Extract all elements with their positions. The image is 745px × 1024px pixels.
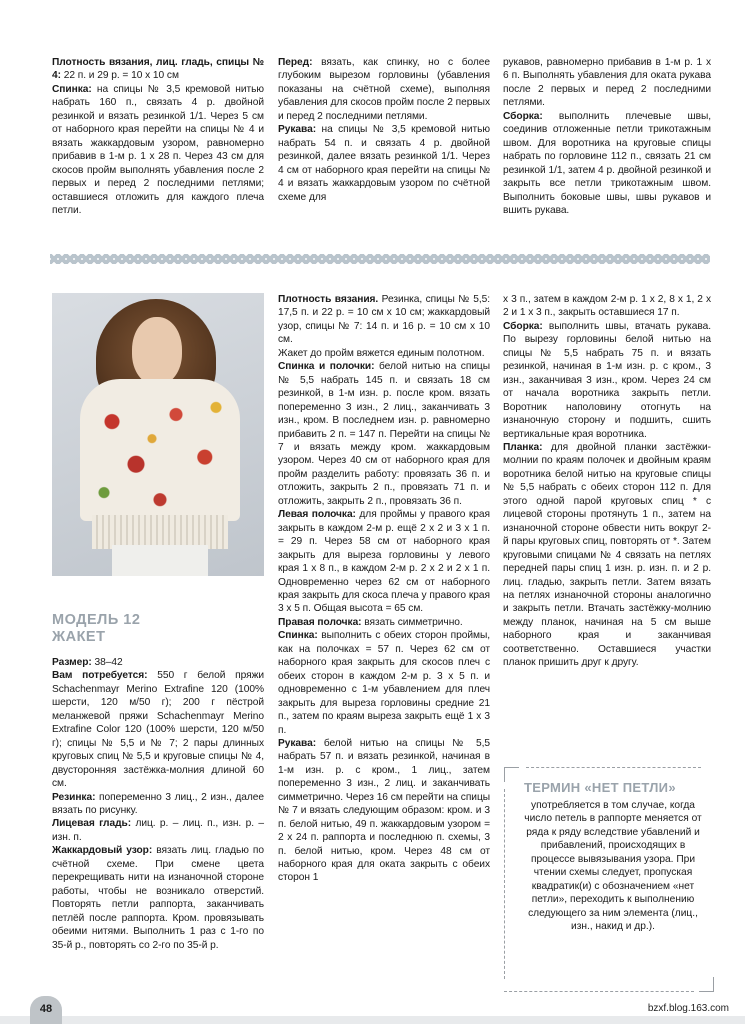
photo-ribbing [92, 515, 228, 549]
paragraph-text: 22 п. и 29 р. = 10 х 10 см [60, 70, 179, 82]
term-box-border [504, 991, 694, 992]
model-name: ЖАКЕТ [52, 629, 106, 645]
site-watermark: bzxf.blog.163.com [647, 1003, 729, 1014]
paragraph-heading: Рукава: [278, 737, 317, 749]
paragraph-text: рукавов, равномерно прибавив в 1-м р. 1 х 6 п. Выполнять убавления для оката рукава после 2 первых и перед 2 последними петлями. [503, 57, 711, 109]
paragraph-heading: Сборка: [503, 110, 543, 122]
paragraph-heading: Жаккардовый узор: [52, 845, 153, 857]
top-column-3 [503, 56, 711, 217]
paragraph-text: на спицы № 3,5 кремовой нитью набрать 54 п. и связать 4 р. двойной резинкой, далее вязать резинкой 1/1. Через 4 см от наборного края перейти на спицы № 4 и вязать жаккардовым узором по счётной схеме для [278, 124, 490, 203]
paragraph-heading: Плотность вязания. [278, 294, 379, 305]
paragraph [503, 110, 711, 218]
paragraph [278, 629, 490, 737]
paragraph-heading: Плотность вязания, лиц. гладь, спицы № 4: [52, 57, 264, 82]
bottom-strip [0, 1016, 745, 1024]
paragraph [278, 360, 490, 508]
paragraph-heading: Правая полочка: [278, 616, 362, 628]
paragraph-text: 38–42 [91, 657, 123, 668]
paragraph-text: для двойной планки застёжки-молнии по краям полочек и двойным краям воротника белой нитью на круговые спицы № 5,5 набрать с обеих сторон 112 п. Для этого одной парой круговых спиц * с лицевой стороны протянуть 1 п., затем на изнаночной стороне обвести нить вокруг 2-й пары круговых спиц, повторять от *. Затем круговыми спицами № 4 связать на петлях передней пары спиц 1 изн. р. изн. п. и 2 р. лиц. гладью, закрыть петли. Затем вязать на петлях изнаночной стороны аналогично и закрыть петли. Втачать застёжку-молнию между планок, начиная на 5 см выше наборного края и заканчивая соответственно. Оставшиеся участки планок пришить друг к другу. [503, 441, 711, 669]
paragraph-text: для проймы у правого края закрыть в каждом 2-м р. ещё 2 х 2 и 3 х 1 п. = 29 п. Через 58 см от наборного края закрыть для выреза горловины у левого края 1 х 8 п., в каждом 2-м р. 2 х 2 и 2 х 1 п. Одновременно через 62 см от наборного края закрыть для скоса плеча у правого края 3 х 5 п. Общая высота = 65 см. [278, 509, 490, 615]
paragraph-heading: Левая полочка: [278, 509, 356, 521]
paragraph [278, 347, 490, 360]
paragraph-heading: Сборка: [503, 320, 543, 332]
paragraph-heading: Перед: [278, 57, 313, 68]
middle-column [278, 293, 490, 885]
term-box-border [504, 789, 505, 979]
paragraph [278, 508, 490, 616]
model-photo [52, 293, 264, 576]
paragraph [52, 56, 264, 83]
paragraph-text: выполнить с обеих сторон проймы, как на полочках = 57 п. Через 62 см от наборного края закрыть для скосов плеч с обеих сторон в каждом 2-м р. 3 х 5 п. и одновременно с 1-м убавлением для плеч закрыть для выреза горловины средние 21 п., затем по краям выреза закрыть ещё 1 х 3 п. [278, 630, 490, 736]
right-column [503, 293, 711, 670]
paragraph-text: Жакет до пройм вяжется единым полотном. [278, 347, 485, 359]
paragraph-text: вязать лиц. гладью по счётной схеме. При смене цвета перекрещивать нити на изнаночной стороне работы, чтобы не возникало отверстий. Повторять петли раппорта, заканчивать петлёй после раппорта. Кром. провязывать обеими нитями. Выполнить 1 раз с 1-го по 35-й р., повторять со 2-го по 35-й р. [52, 845, 264, 951]
photo-face [132, 317, 182, 385]
paragraph-text: вязать симметрично. [361, 616, 463, 628]
paragraph [278, 616, 490, 629]
paragraph-heading: Спинка: [52, 83, 92, 95]
paragraph [52, 656, 264, 669]
paragraph [278, 56, 490, 123]
paragraph [52, 817, 264, 844]
paragraph-text: 550 г белой пряжи Schachenmayr Merino Extrafine 120 (100% шерсти, 120 м/50 г); 200 г пёстрой меланжевой пряжи Schachenmayr Merino Extrafine Color 120 (100% шерсти, 120 м/50 г); спицы № 5,5 и № 7; 2 пары длинных круговых спиц № 5,5 и круговые спицы № 4, двусторонняя застёжка-молния длиной 60 см. [52, 670, 264, 790]
paragraph [503, 56, 711, 110]
paragraph-heading: Вам потребуется: [52, 670, 148, 682]
paragraph [52, 669, 264, 790]
paragraph-text: выполнить швы, втачать рукава. По вырезу горловины белой нитью на спицы № 5,5 набрать 75 п. и вязать резинкой, начиная в 1-м изн. р. с кром., 3 изн., заканчивая 3 изн., кром. Через 24 см от начала воротника закрыть петли. Воротник наполовину отогнуть на изнаночную сторону и подшить, сшить вертикальные края воротника. [503, 320, 711, 440]
term-box-corner [699, 977, 714, 992]
paragraph [503, 320, 711, 441]
paragraph-heading: Спинка: [278, 630, 318, 642]
term-box-corner [504, 767, 519, 782]
photo-jacket [80, 379, 240, 521]
diamond-divider [50, 254, 710, 264]
paragraph-heading: Рукава: [278, 124, 317, 136]
paragraph-heading: Размер: [52, 657, 92, 668]
paragraph-text: Резинка, спицы № 5,5: 17,5 п. и 22 р. = 10 см х 10 см; жаккардовый узор, спицы № 7: 14 п. и 16 р. = 10 см х 10 см. [278, 294, 490, 346]
left-column [52, 656, 264, 952]
term-text: употребляется в том случае, когда число петель в раппорте меняется от ряда к ряду вследствие убавлений и прибавлений, происходящих в процессе вывязывания узора. При чтении схемы следует, пропуская квадратик(и) с обозначением «нет петли», переходить к выполнению следующего за ним элемента (лиц., изн., накид и др.). [524, 800, 702, 933]
paragraph [503, 293, 711, 320]
term-box [504, 767, 714, 992]
paragraph [278, 737, 490, 885]
paragraph [278, 123, 490, 204]
paragraph-text: белой нитью на спицы № 5,5 набрать 145 п. и связать 18 см резинкой, в 1-м изн. р. после кром. вязать попеременно 3 изн., 2 лиц., заканчивать 3 изн., кром. В последнем изн. р. равномерно прибавить 2 п. = 147 п. Перейти на спицы № 7 и вязать между кром. жаккардовым узором. Через 40 см от наборного края для пройм разделить работу: провязать 36 п. и отложить, закрыть 2 п., провязать 71 п. и отложить, закрыть 2 п., провязать 36 п. [278, 361, 490, 507]
paragraph-heading: Лицевая гладь: [52, 818, 132, 830]
paragraph [278, 293, 490, 347]
paragraph-text: выполнить плечевые швы, соединив отложенные петли трикотажным швом. Для воротника на круговые спицы набрать по горловине 112 п., связать 21 см резинкой 1/1, затем 4 р. двойной резинкой и закрыть все петли трикотажным швом. Выполнить боковые швы, швы рукавов и вшить рукава. [503, 110, 711, 216]
paragraph [52, 791, 264, 818]
paragraph-heading: Планка: [503, 441, 543, 453]
photo-pants [112, 545, 208, 576]
term-title: ТЕРМИН «НЕТ ПЕТЛИ» [524, 780, 676, 795]
page-number: 48 [30, 996, 62, 1024]
paragraph-text: х 3 п., затем в каждом 2-м р. 1 х 2, 8 х 1, 2 х 2 и 1 х 3 п., закрыть оставшиеся 17 п. [503, 294, 711, 319]
paragraph [503, 441, 711, 670]
paragraph-heading: Резинка: [52, 791, 96, 803]
paragraph-text: лиц. р. – лиц. п., изн. р. – изн. п. [52, 818, 264, 843]
model-number: МОДЕЛЬ 12 [52, 612, 141, 628]
paragraph-heading: Спинка и полочки: [278, 361, 375, 373]
top-column-1 [52, 56, 264, 217]
term-box-border [526, 767, 701, 768]
paragraph-text: попеременно 3 лиц., 2 изн., далее вязать по рисунку. [52, 791, 264, 816]
paragraph-text: белой нитью на спицы № 5,5 набрать 57 п. и вязать резинкой, начиная в 1-м изн. р. с кром., 1 лиц., затем попеременно 3 изн., 2 лиц. и заканчивать симметрично. Через 16 см перейти на спицы № 7 и вязать следующим образом: кром. и 3 п. белой нитью, 49 п. жаккардовым узором = 2 х 24 п. раппорта и последнюю п. схемы, 3 п. белой нитью, кром. Через 48 см от наборного края для оката закрыть с обеих сторон 1 [278, 737, 490, 884]
paragraph [52, 844, 264, 952]
paragraph-text: вязать, как спинку, но с более глубоким вырезом горловины (убавления показаны на счётной схеме), выполняя убавления для скосов пройм после 2 первых и перед 2 последними петлями. [278, 57, 490, 122]
top-column-2 [278, 56, 490, 204]
model-title [52, 612, 264, 646]
paragraph [52, 83, 264, 218]
paragraph-text: на спицы № 3,5 кремовой нитью набрать 160 п., связать 4 р. двойной резинкой и вязать резинкой 1/1. Через 5 см от наборного края перейти на спицы № 4 и вязать жаккардовым узором, равномерно прибавив в 1-м р. 1 х 28 п. Через 43 см для скосов пройм выполнять убавления после 2 первых и перед 2 последними петлями; оставшиеся отложить для каждого плеча петли. [52, 83, 264, 216]
